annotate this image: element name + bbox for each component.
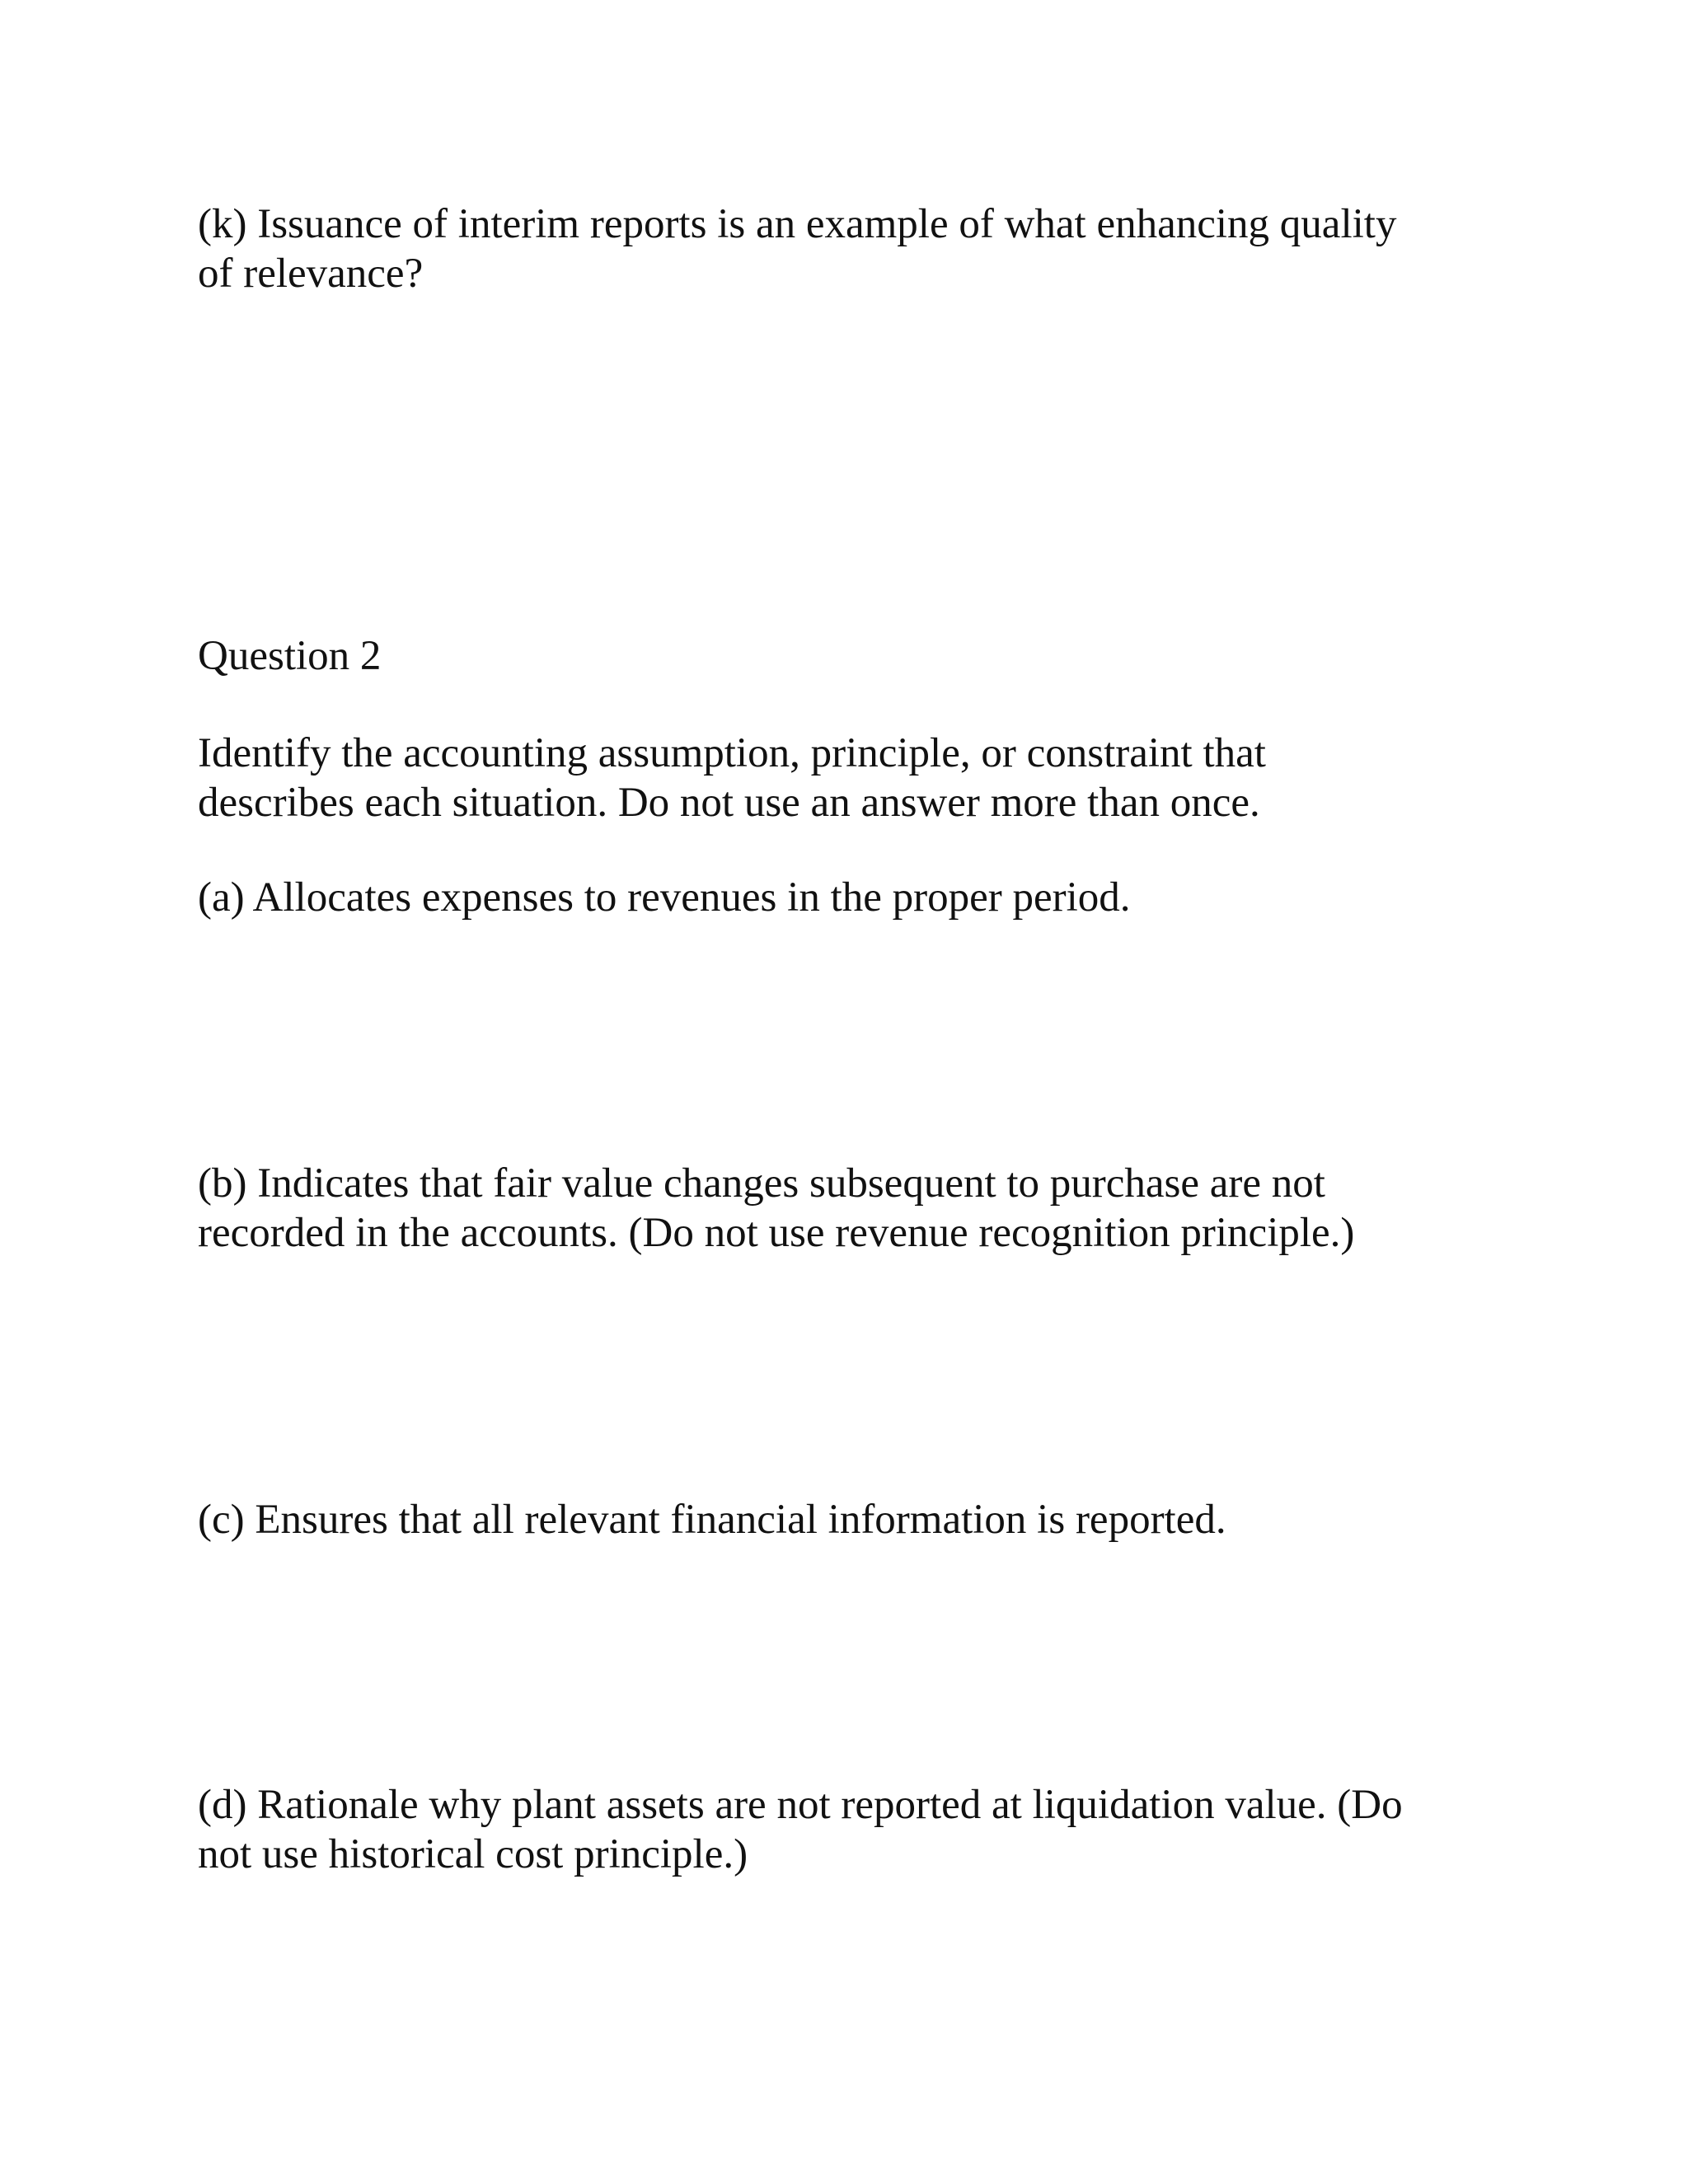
instructions-line-1: Identify the accounting assumption, principle, or constraint that xyxy=(198,730,1266,776)
question-2c-line-1: (c) Ensures that all relevant financial information is reported. xyxy=(198,1497,1226,1543)
question-2a-text xyxy=(198,873,1550,922)
question-2-instructions xyxy=(198,729,1550,827)
question-2c-text xyxy=(198,1495,1550,1544)
question-2b-line-2: recorded in the accounts. (Do not use revenue recognition principle.) xyxy=(198,1210,1355,1256)
question-2d-line-2: not use historical cost principle.) xyxy=(198,1831,748,1877)
instructions-line-2: describes each situation. Do not use an answer more than once. xyxy=(198,780,1260,826)
question-2a-line-1: (a) Allocates expenses to revenues in the proper period. xyxy=(198,874,1131,921)
question-1k-text xyxy=(198,199,1550,298)
question-1k-line-1: (k) Issuance of interim reports is an example of what enhancing quality xyxy=(198,201,1397,247)
question-2b-line-1: (b) Indicates that fair value changes subsequent to purchase are not xyxy=(198,1160,1325,1207)
question-2d-text xyxy=(198,1780,1550,1879)
question-1k-line-2: of relevance? xyxy=(198,251,424,297)
question-2d-line-1: (d) Rationale why plant assets are not reported at liquidation value. (Do xyxy=(198,1782,1403,1828)
question-2-heading: Question 2 xyxy=(198,633,382,679)
question-2b-text xyxy=(198,1159,1550,1258)
